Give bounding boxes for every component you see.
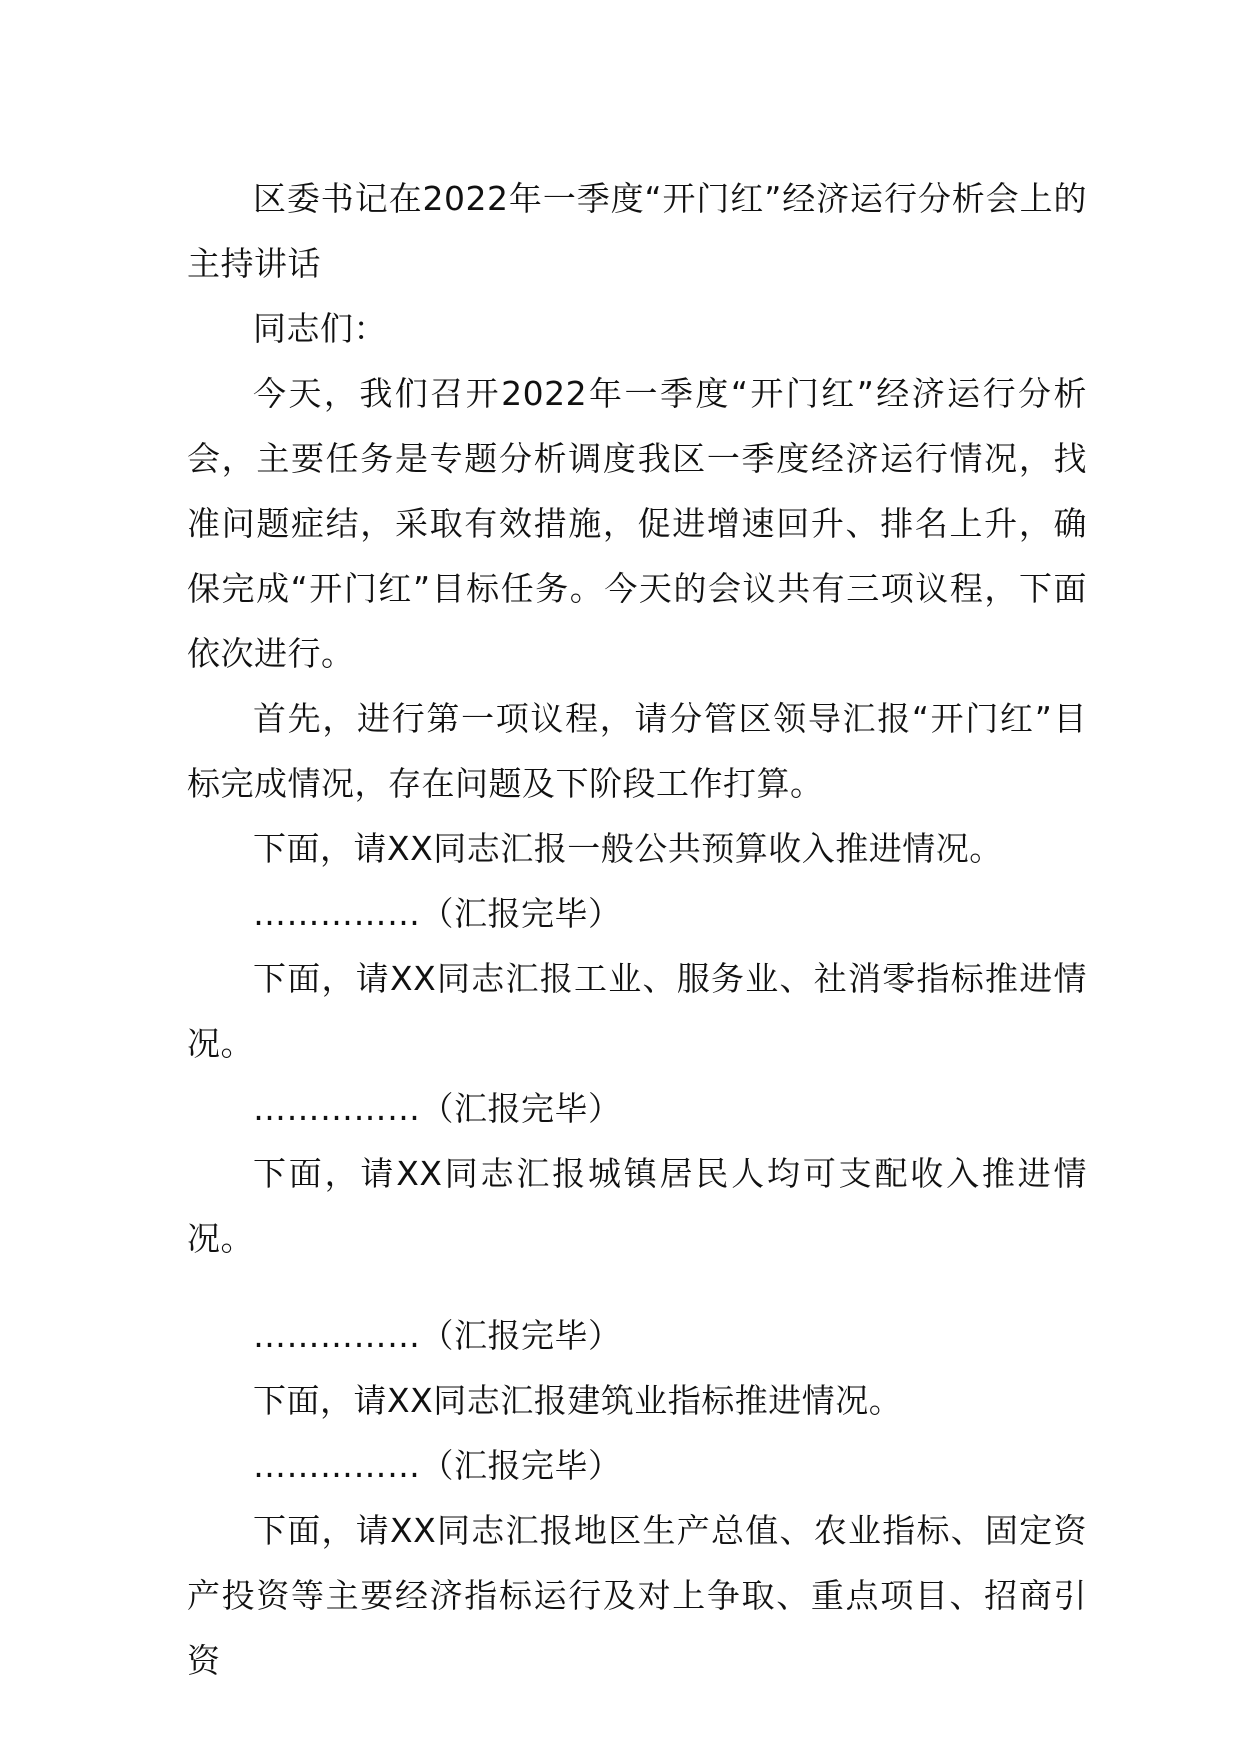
report-request-budget: 下面，请XX同志汇报一般公共预算收入推进情况。 (253, 829, 1003, 868)
document-body (187, 166, 1087, 1693)
report-finished-note: ……………（汇报完毕） (253, 1446, 622, 1485)
salutation: 同志们： (253, 309, 387, 348)
report-request-industry: 下面，请XX同志汇报工业、服务业、社消零指标推进情况。 (187, 959, 1087, 1063)
first-agenda-paragraph: 首先，进行第一项议程，请分管区领导汇报“开门红”目标完成情况，存在问题及下阶段工作打算。 (187, 699, 1087, 803)
report-request-income: 下面，请XX同志汇报城镇居民人均可支配收入推进情况。 (187, 1154, 1087, 1258)
report-request-gdp: 下面，请XX同志汇报地区生产总值、农业指标、固定资产投资等主要经济指标运行及对上争取、重点项目、招商引资 (187, 1511, 1087, 1680)
opening-paragraph: 今天，我们召开2022年一季度“开门红”经济运行分析会，主要任务是专题分析调度我区一季度经济运行情况，找准问题症结，采取有效措施，促进增速回升、排名上升，确保完成“开门红”目标任务。今天的会议共有三项议程，下面依次进行。 (187, 374, 1087, 673)
report-finished-note: ……………（汇报完毕） (253, 894, 622, 933)
report-request-construction: 下面，请XX同志汇报建筑业指标推进情况。 (253, 1381, 903, 1420)
report-finished-note: ……………（汇报完毕） (253, 1089, 622, 1128)
report-finished-note: ……………（汇报完毕） (253, 1316, 622, 1355)
speech-title: 区委书记在2022年一季度“开门红”经济运行分析会上的主持讲话 (187, 179, 1087, 283)
